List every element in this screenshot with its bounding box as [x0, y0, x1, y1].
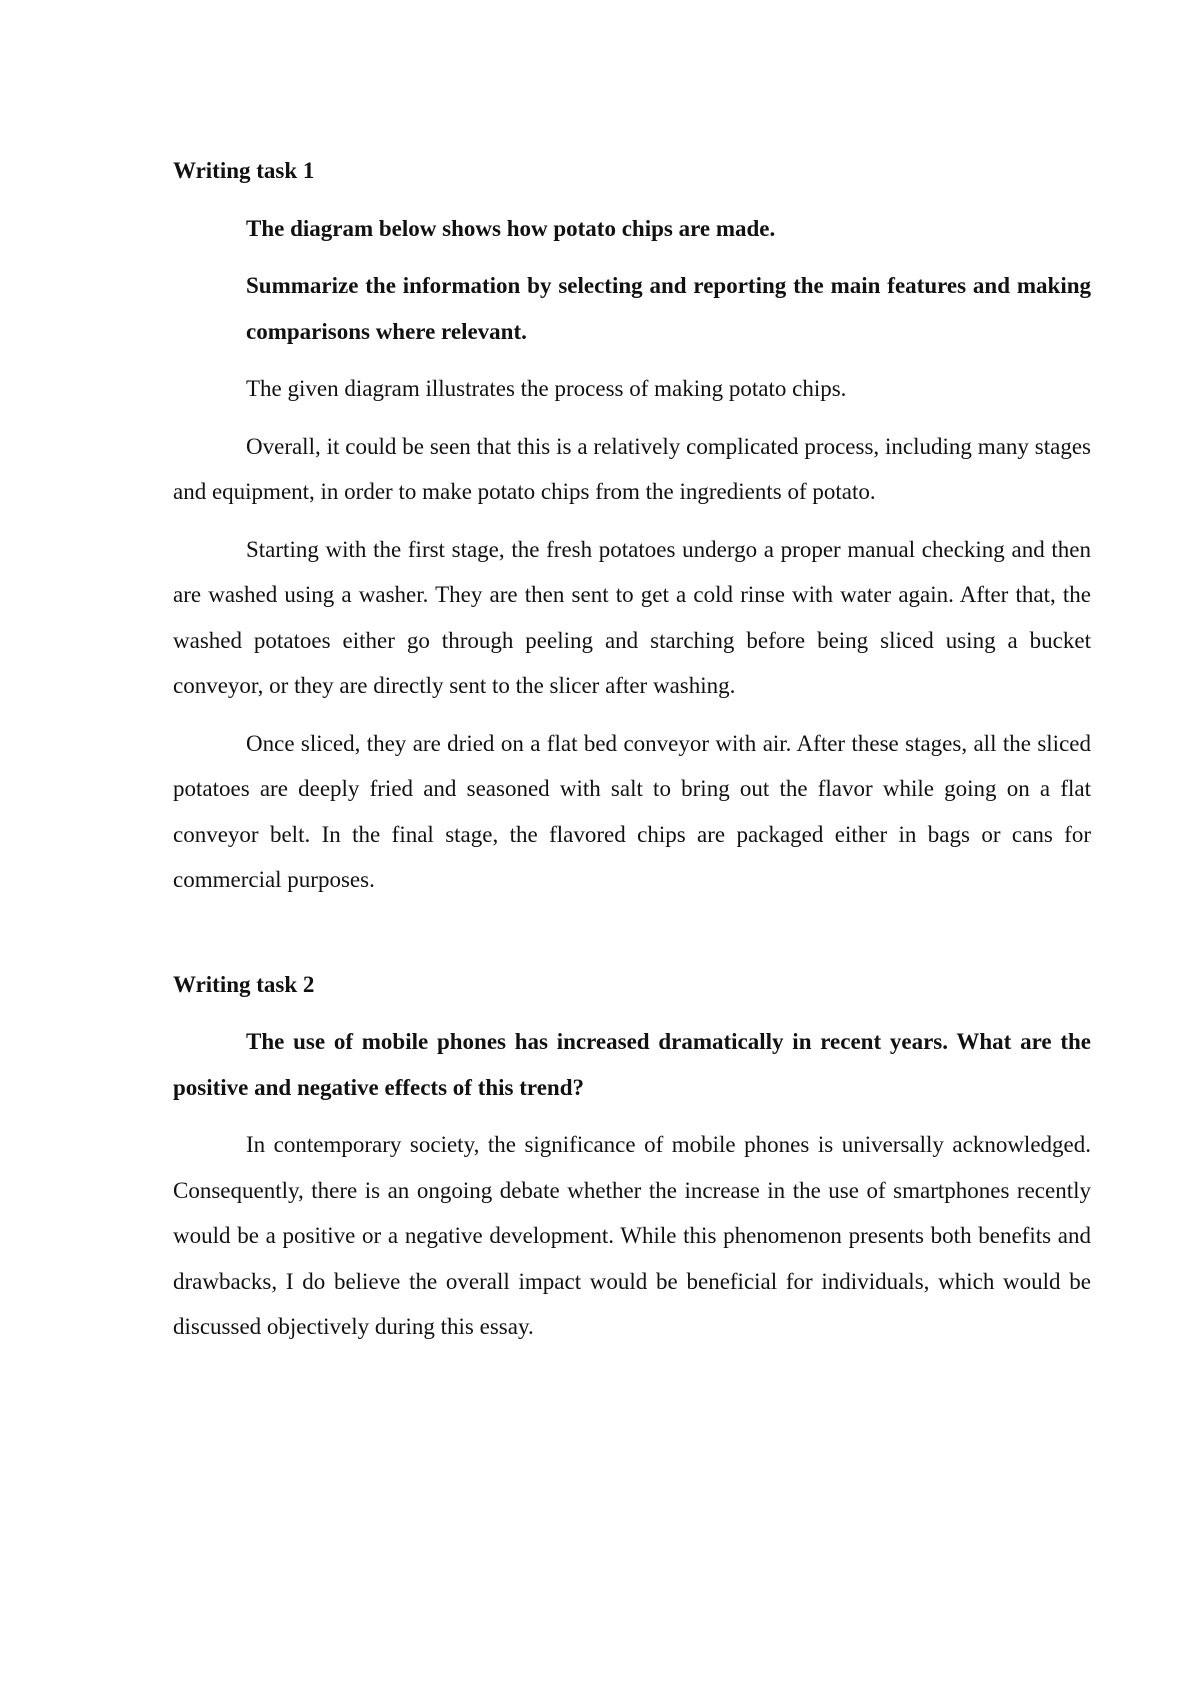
document-page [173, 148, 1091, 1362]
task1-overview: Overall, it could be seen that this is a relatively complicated process, including many stages and equipment, in order to make potato chips from the ingredients of potato. [173, 433, 1091, 504]
task2-heading: Writing task 2 [173, 971, 315, 997]
task1-body1: Starting with the first stage, the fresh potatoes undergo a proper manual checking and then are washed using a washer. They are then sent to get a cold rinse with water again. After that, the washed potatoes either go through peeling and starching before being sliced using a bucket conveyor, or they are directly sent to the slicer after washing. [173, 536, 1091, 698]
section-spacer [173, 915, 1091, 962]
task1-prompt-line2: Summarize the information by selecting and reporting the main features and making comparisons where relevant. [246, 273, 1091, 344]
task1-heading: Writing task 1 [173, 158, 315, 183]
task1-body2: Once sliced, they are dried on a flat bed conveyor with air. After these stages, all the sliced potatoes are deeply fried and seasoned with salt to bring out the flavor while going on a flat conveyor belt. In the final stage, the flavored chips are packaged either in bags or cans for commercial purposes. [173, 730, 1091, 892]
task2-prompt: The use of mobile phones has increased dramatically in recent years. What are the positive and negative effects of this trend? [173, 1029, 1091, 1100]
task2-intro: In contemporary society, the significance of mobile phones is universally acknowledged. Consequently, there is an ongoing debate whether the increase in the use of smartphones recently would be a positive or a negative development. While this phenomenon presents both benefits and drawbacks, I do believe the overall impact would be beneficial for individuals, which would be discussed objectively during this essay. [173, 1132, 1091, 1339]
task1-intro: The given diagram illustrates the process of making potato chips. [246, 376, 847, 401]
task1-prompt-line1: The diagram below shows how potato chips are made. [246, 215, 776, 241]
